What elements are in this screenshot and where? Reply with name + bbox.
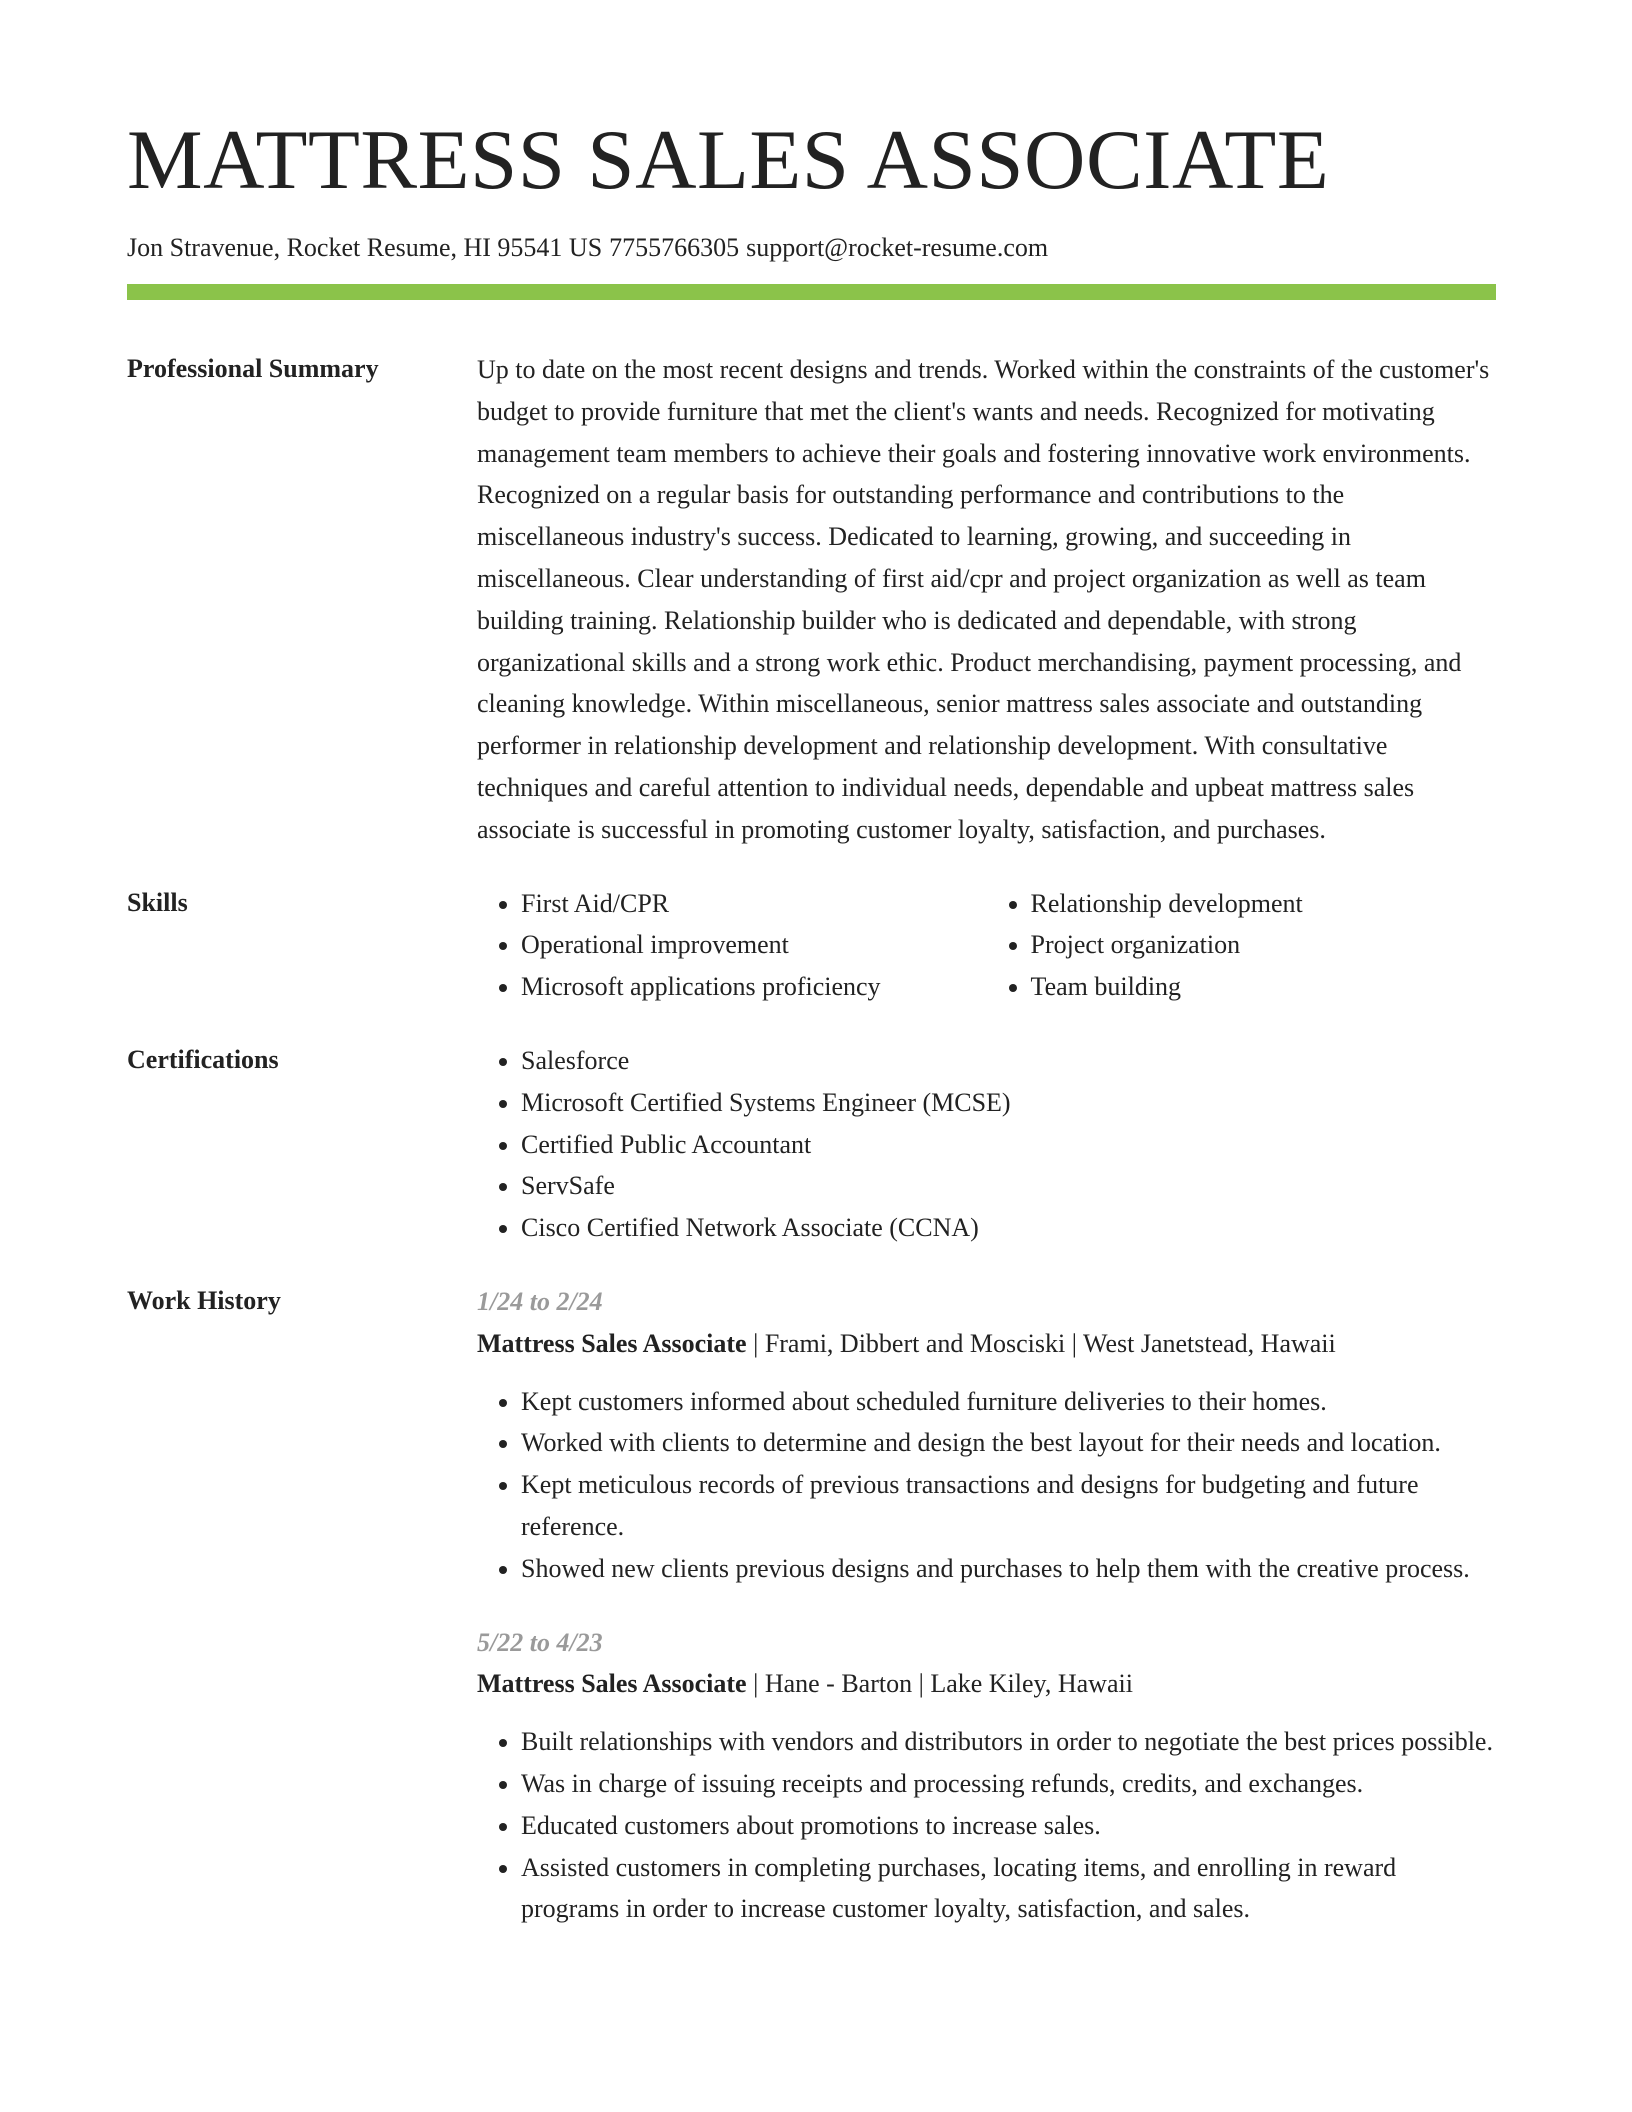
resume-sections — [127, 349, 1496, 1930]
job-bullets — [477, 1721, 1496, 1930]
skills-list-right — [987, 883, 1497, 1008]
job-bullet: • Built relationships with vendors and distributors in order to negotiate the best prices possible. — [521, 1721, 1496, 1763]
job-dates: 1/24 to 2/24 — [477, 1286, 603, 1316]
header-accent-rule — [127, 284, 1496, 300]
skill-item: • Relationship development — [1031, 883, 1497, 925]
skill-item: • First Aid/CPR — [521, 883, 987, 925]
skills-heading: Skills — [127, 887, 188, 917]
job-employer: Frami, Dibbert and Mosciski — [764, 1328, 1066, 1358]
job-location: West Janetstead, Hawaii — [1082, 1328, 1336, 1358]
certification-item: • Salesforce — [521, 1040, 1496, 1082]
job-title-line: Mattress Sales Associate | Frami, Dibbert and Mosciski | West Janetstead, Hawaii — [477, 1328, 1336, 1358]
job-role: Mattress Sales Associate — [477, 1328, 747, 1358]
job-bullet: • Assisted customers in completing purchases, locating items, and enrolling in reward programs in order to increase customer loyalty, satisfaction, and sales. — [521, 1847, 1496, 1931]
skill-item: • Microsoft applications proficiency — [521, 966, 987, 1008]
job-bullet: • Kept meticulous records of previous transactions and designs for budgeting and future reference. — [521, 1464, 1496, 1548]
summary-body — [477, 349, 1496, 851]
work-history-heading: Work History — [127, 1285, 281, 1315]
job-dates: 5/22 to 4/23 — [477, 1627, 603, 1657]
job-employer: Hane - Barton — [764, 1669, 913, 1699]
contact-address: Jon Stravenue, Rocket Resume, HI 95541 US — [127, 233, 603, 262]
skill-item: • Team building — [1031, 966, 1497, 1008]
certification-item: • Microsoft Certified Systems Engineer (MCSE) — [521, 1082, 1496, 1124]
job-entry — [477, 1281, 1496, 1590]
job-entry — [477, 1622, 1496, 1931]
job-location: Lake Kiley, Hawaii — [930, 1669, 1133, 1699]
job-bullet: • Kept customers informed about scheduled furniture deliveries to their homes. — [521, 1381, 1496, 1423]
job-bullet: • Worked with clients to determine and design the best layout for their needs and location. — [521, 1422, 1496, 1464]
skills-section — [127, 883, 1496, 1008]
certifications-heading: Certifications — [127, 1044, 279, 1074]
summary-heading: Professional Summary — [127, 354, 379, 383]
job-title-line: Mattress Sales Associate | Hane - Barton | Lake Kiley, Hawaii — [477, 1669, 1133, 1699]
certifications-section — [127, 1040, 1496, 1249]
contact-phone: 7755766305 — [609, 233, 740, 262]
work-history-section — [127, 1281, 1496, 1930]
job-bullet: • Showed new clients previous designs and purchases to help them with the creative process. — [521, 1548, 1496, 1590]
certifications-list — [477, 1040, 1496, 1249]
job-role: Mattress Sales Associate — [477, 1669, 747, 1699]
certification-item: • Cisco Certified Network Associate (CCNA) — [521, 1207, 1496, 1249]
work-history-body — [477, 1281, 1496, 1930]
job-bullets — [477, 1381, 1496, 1590]
skill-item: • Operational improvement — [521, 924, 987, 966]
skills-body — [477, 883, 1496, 1008]
skill-item: • Project organization — [1031, 924, 1497, 966]
job-bullet: • Educated customers about promotions to increase sales. — [521, 1805, 1496, 1847]
summary-section — [127, 349, 1496, 851]
job-bullet: • Was in charge of issuing receipts and processing refunds, credits, and exchanges. — [521, 1763, 1496, 1805]
contact-email: support@rocket-resume.com — [746, 233, 1049, 262]
certifications-body — [477, 1040, 1496, 1249]
resume-title: MATTRESS SALES ASSOCIATE — [127, 113, 1330, 207]
contact-line — [127, 232, 1048, 264]
summary-text: Up to date on the most recent designs and trends. Worked within the constraints of the customer's budget to provide furniture that met the client's wants and needs. Recognized for motivating management team members to achieve their goals and fostering innovative work environments. Recognized on a regular basis for outstanding performance and contributions to the miscellaneous industry's success. Dedicated to learning, growing, and succeeding in miscellaneous. Clear understanding of first aid/cpr and project organization as well as team building training. Relationship builder who is dedicated and dependable, with strong organizational skills and a strong work ethic. Product merchandising, payment processing, and cleaning knowledge. Within miscellaneous, senior mattress sales associate and outstanding performer in relationship development and relationship development. With consultative techniques and careful attention to individual needs, dependable and upbeat mattress sales associate is successful in promoting customer loyalty, satisfaction, and purchases. — [477, 355, 1490, 844]
certification-item: • Certified Public Accountant — [521, 1124, 1496, 1166]
skills-list-left — [477, 883, 987, 1008]
certification-item: • ServSafe — [521, 1165, 1496, 1207]
